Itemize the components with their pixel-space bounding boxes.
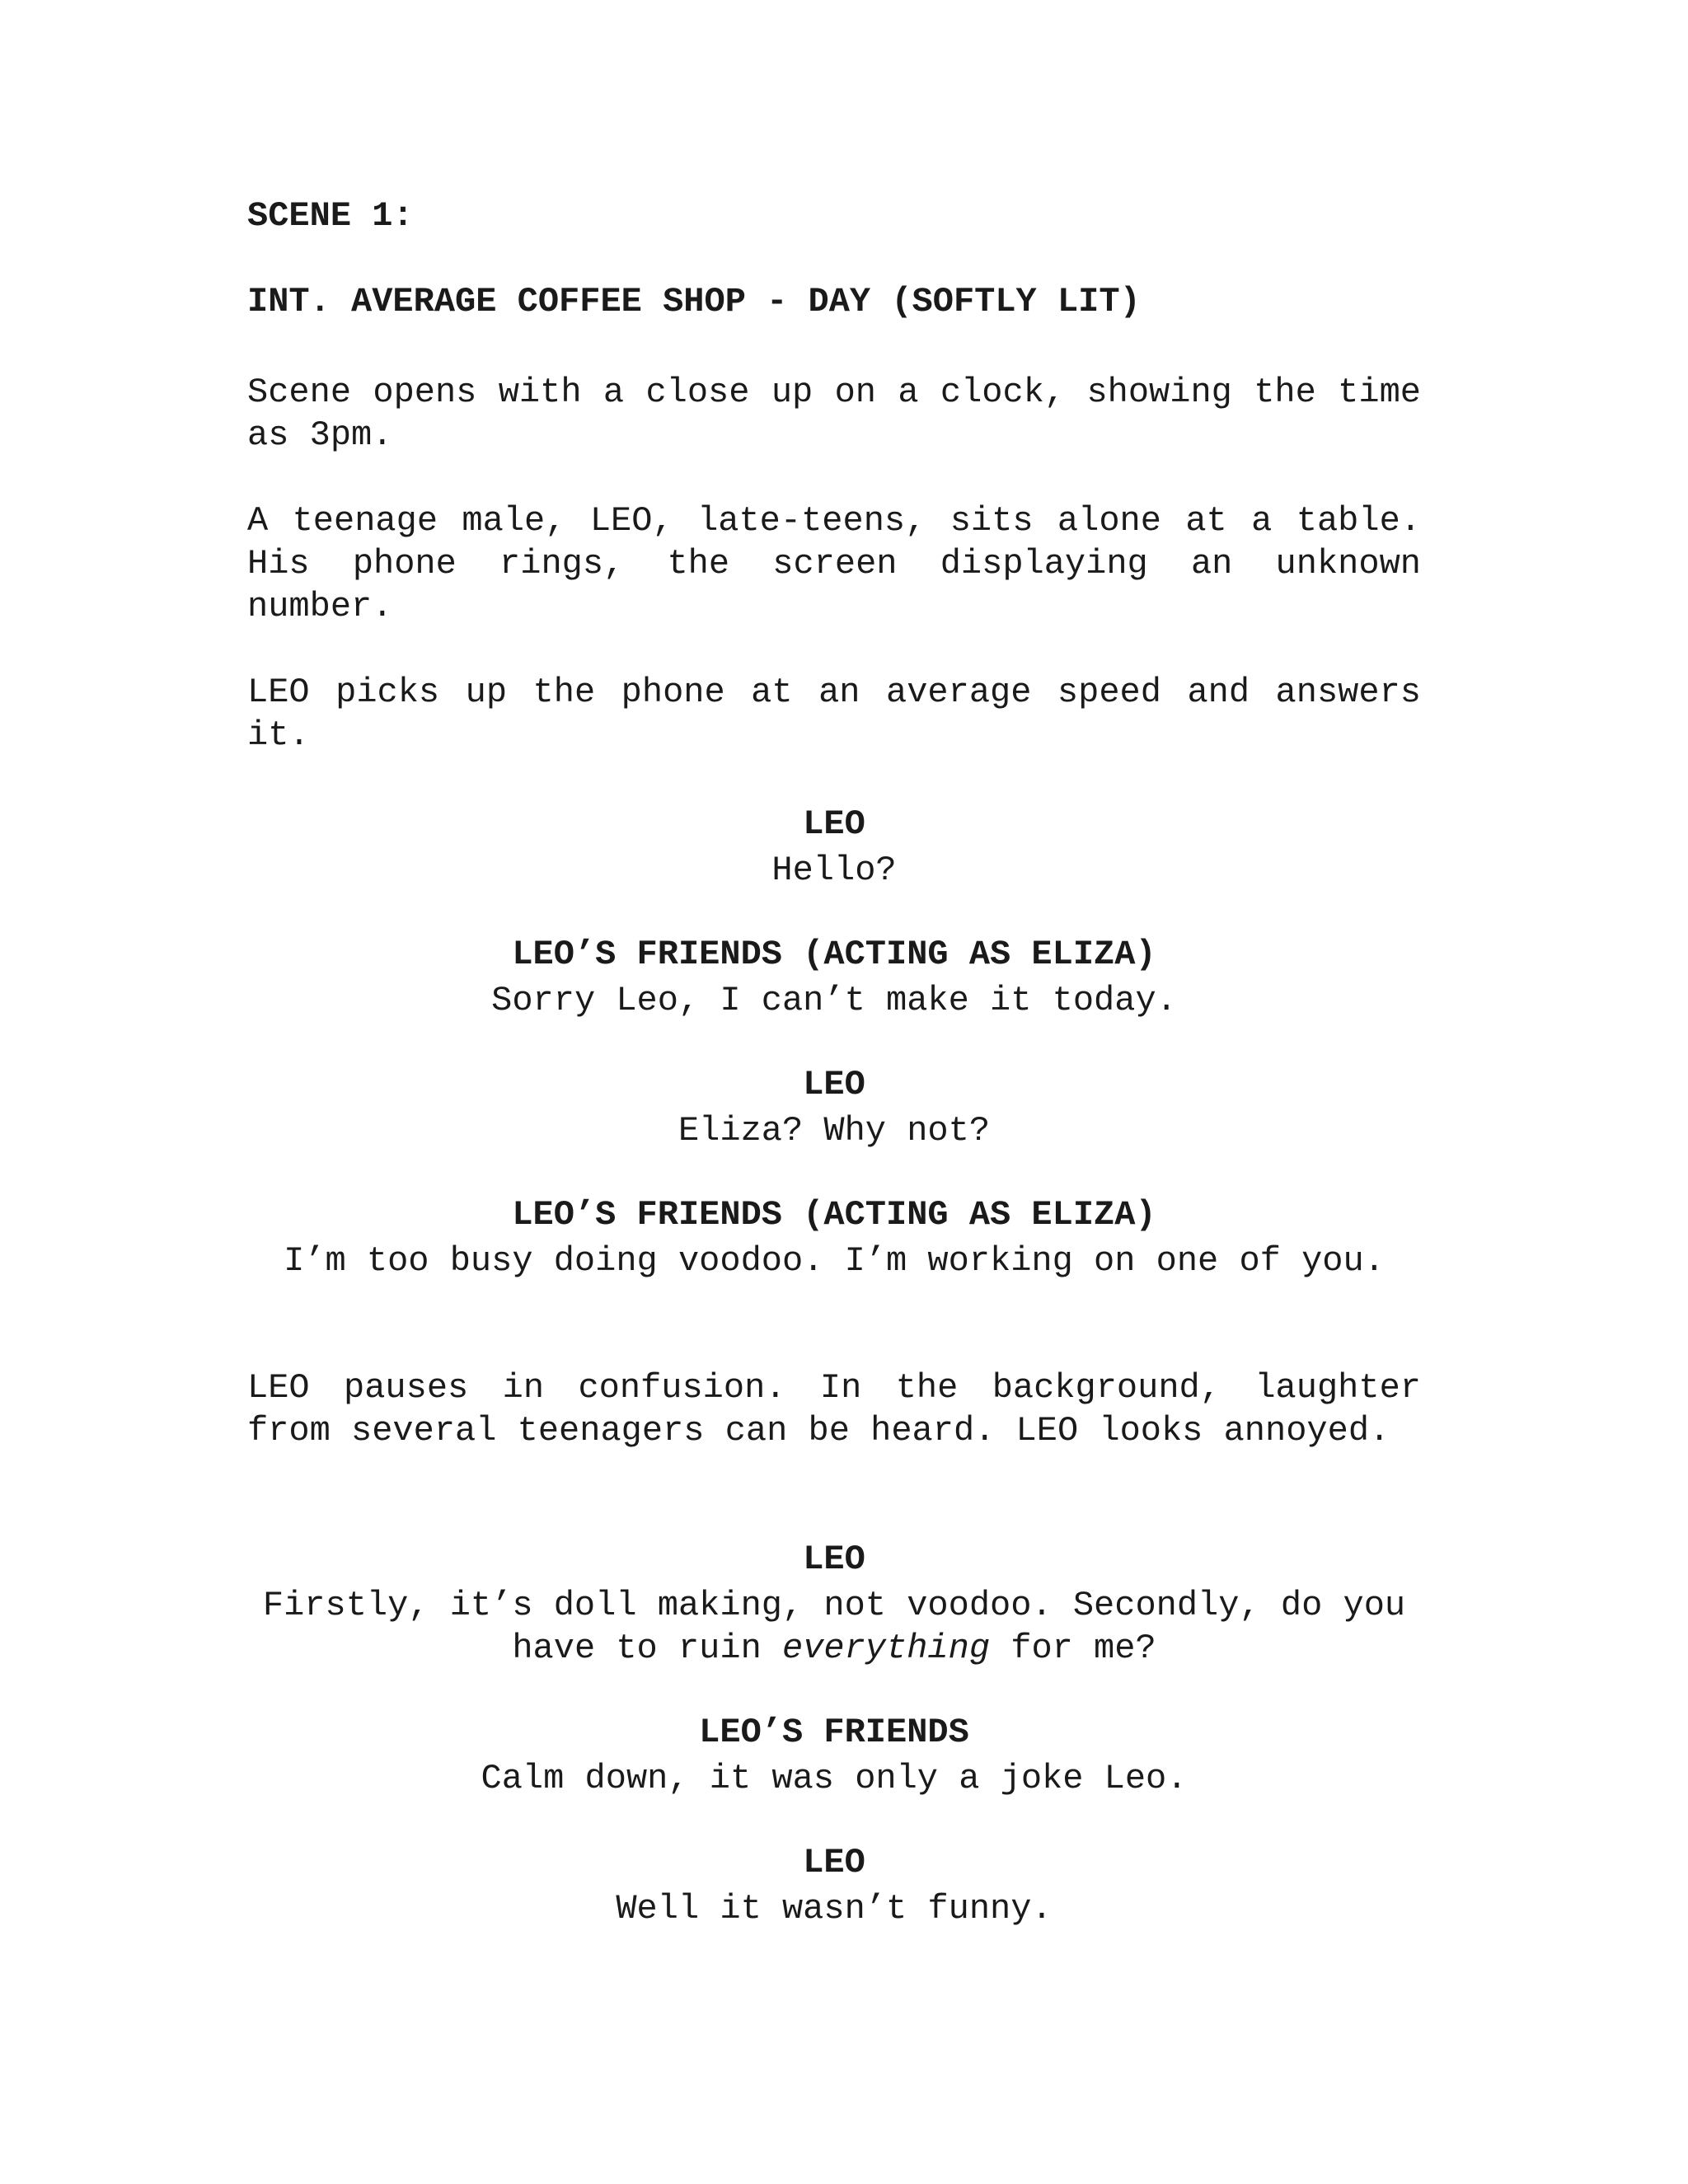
scene-slugline: INT. AVERAGE COFFEE SHOP - DAY (SOFTLY LIT) [247, 282, 1141, 321]
dialogue-block [247, 1711, 1421, 1800]
emphasized-word: everything [781, 1629, 991, 1668]
dialogue-block [247, 1193, 1421, 1282]
character-name: LEO’S FRIENDS (ACTING AS ELIZA) [512, 935, 1156, 974]
dialogue-line: Eliza? Why not? [678, 1111, 991, 1151]
action-paragraph: A teenage male, LEO, late-teens, sits alone at a table. His phone rings, the screen displaying an unknown number. [247, 501, 1421, 626]
action-paragraph: Scene opens with a close up on a clock, showing the time as 3pm. [247, 373, 1421, 455]
dialogue-block [247, 1063, 1421, 1152]
character-name: LEO [803, 1843, 865, 1882]
character-name: LEO [803, 804, 865, 844]
dialogue-line: Sorry Leo, I can’t make it today. [491, 981, 1177, 1020]
character-name: LEO’S FRIENDS (ACTING AS ELIZA) [512, 1195, 1156, 1235]
dialogue-line [247, 1584, 1421, 1670]
dialogue-block [247, 803, 1421, 892]
character-name: LEO’S FRIENDS [699, 1713, 969, 1752]
action-paragraph: LEO picks up the phone at an average speed and answers it. [247, 673, 1421, 755]
dialogue-block [247, 1841, 1421, 1930]
dialogue-text: for me? [990, 1629, 1156, 1668]
scene-number: SCENE 1: [247, 196, 414, 236]
dialogue-block [247, 933, 1421, 1022]
action-paragraph: LEO pauses in confusion. In the background, laughter from several teenagers can be heard. LEO looks annoyed. [247, 1368, 1421, 1451]
dialogue-text: Firstly, it’s doll making, not voodoo. Secondly, do you have to ruin [262, 1586, 1406, 1668]
dialogue-line: Well it wasn’t funny. [616, 1889, 1053, 1929]
character-name: LEO [803, 1065, 865, 1104]
dialogue-line: Calm down, it was only a joke Leo. [481, 1759, 1188, 1798]
dialogue-line: I’m too busy doing voodoo. I’m working on one of you. [284, 1241, 1385, 1281]
dialogue-line: Hello? [771, 851, 897, 890]
character-name: LEO [803, 1540, 865, 1579]
dialogue-block [247, 1538, 1421, 1670]
